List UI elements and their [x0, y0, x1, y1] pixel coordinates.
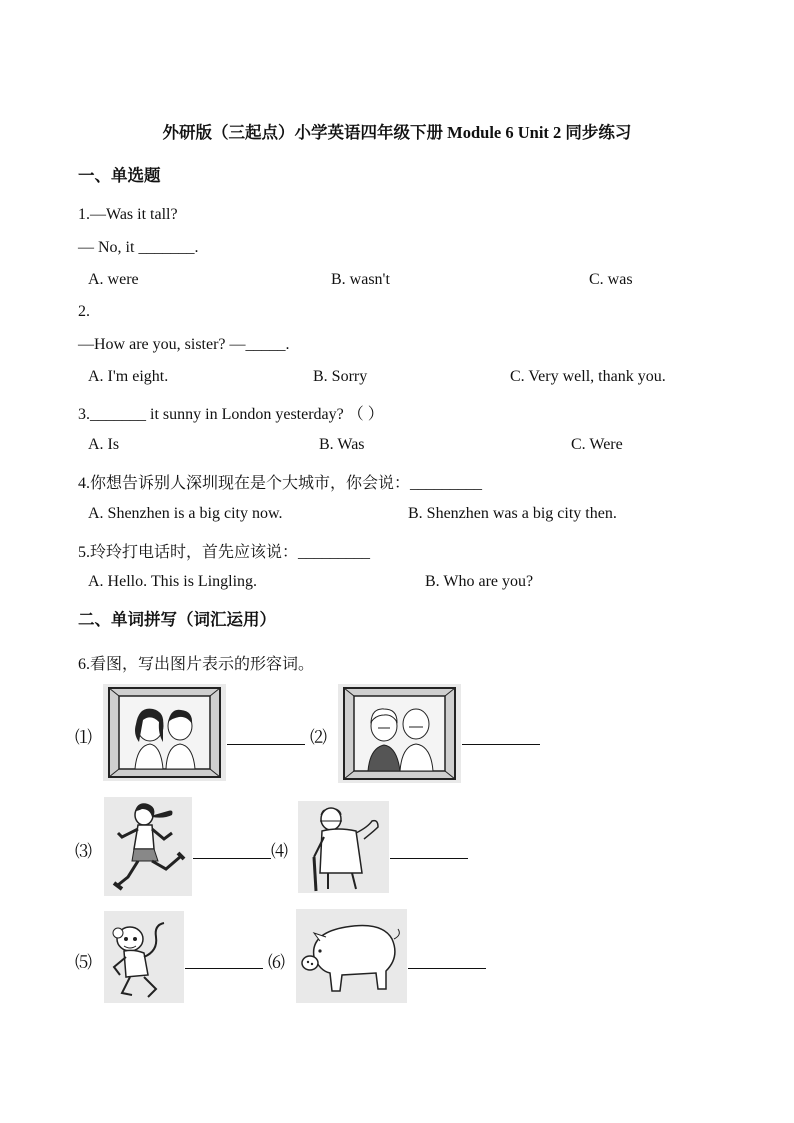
question-5-option-a[interactable]: A. Hello. This is Lingling. — [88, 573, 258, 590]
item-2-answer-blank[interactable] — [462, 743, 540, 745]
item-4-answer-blank[interactable] — [390, 857, 468, 859]
question-2-line-1: 2. — [78, 303, 90, 320]
question-1-line-2: — No, it _______. — [78, 239, 199, 256]
question-1-line-1: 1.—Was it tall? — [78, 206, 178, 223]
question-4-option-a[interactable]: A. Shenzhen is a big city now. — [88, 505, 283, 522]
young-couple-frame-picture — [103, 684, 226, 781]
question-3-option-c[interactable]: C. Were — [571, 436, 623, 453]
question-1-option-a[interactable]: A. were — [88, 271, 139, 288]
question-3-line-1: 3._______ it sunny in London yesterday? （ ） — [78, 406, 384, 423]
item-2-label: ⑵ — [310, 728, 327, 748]
item-1-label: ⑴ — [75, 728, 92, 748]
section-heading-single-choice: 一、单选题 — [78, 166, 161, 185]
section-heading-word-spelling: 二、单词拼写（词汇运用） — [78, 610, 276, 629]
question-2-line-2: —How are you, sister? —_____. — [78, 336, 290, 353]
item-6-label: ⑹ — [268, 953, 285, 973]
question-1-option-b[interactable]: B. wasn't — [331, 271, 390, 288]
item-6-answer-blank[interactable] — [408, 967, 486, 969]
question-2-option-b[interactable]: B. Sorry — [313, 368, 368, 385]
item-1-answer-blank[interactable] — [227, 743, 305, 745]
question-5-line-1: 5.玲玲打电话时，首先应该说：_________ — [78, 544, 371, 561]
old-man-cane-picture — [298, 801, 389, 893]
running-girl-picture — [104, 797, 192, 896]
question-1-option-c[interactable]: C. was — [589, 271, 633, 288]
question-3-option-a[interactable]: A. Is — [88, 436, 120, 453]
item-4-label: ⑷ — [271, 842, 288, 862]
question-5-option-b[interactable]: B. Who are you? — [425, 573, 534, 590]
monkey-picture — [104, 911, 184, 1003]
question-4-option-b[interactable]: B. Shenzhen was a big city then. — [408, 505, 617, 522]
question-6-instruction: 6.看图，写出图片表示的形容词。 — [78, 656, 315, 673]
question-3-option-b[interactable]: B. Was — [319, 436, 365, 453]
item-5-answer-blank[interactable] — [185, 967, 263, 969]
item-5-label: ⑸ — [75, 953, 92, 973]
question-2-option-c[interactable]: C. Very well, thank you. — [510, 368, 666, 385]
question-2-option-a[interactable]: A. I'm eight. — [88, 368, 169, 385]
question-4-line-1: 4.你想告诉别人深圳现在是个大城市，你会说：_________ — [78, 475, 483, 492]
old-couple-frame-picture — [338, 684, 461, 783]
item-3-label: ⑶ — [75, 842, 92, 862]
page-title: 外研版（三起点）小学英语四年级下册 Module 6 Unit 2 同步练习 — [162, 123, 632, 142]
item-3-answer-blank[interactable] — [193, 857, 271, 859]
pig-picture — [296, 909, 407, 1003]
